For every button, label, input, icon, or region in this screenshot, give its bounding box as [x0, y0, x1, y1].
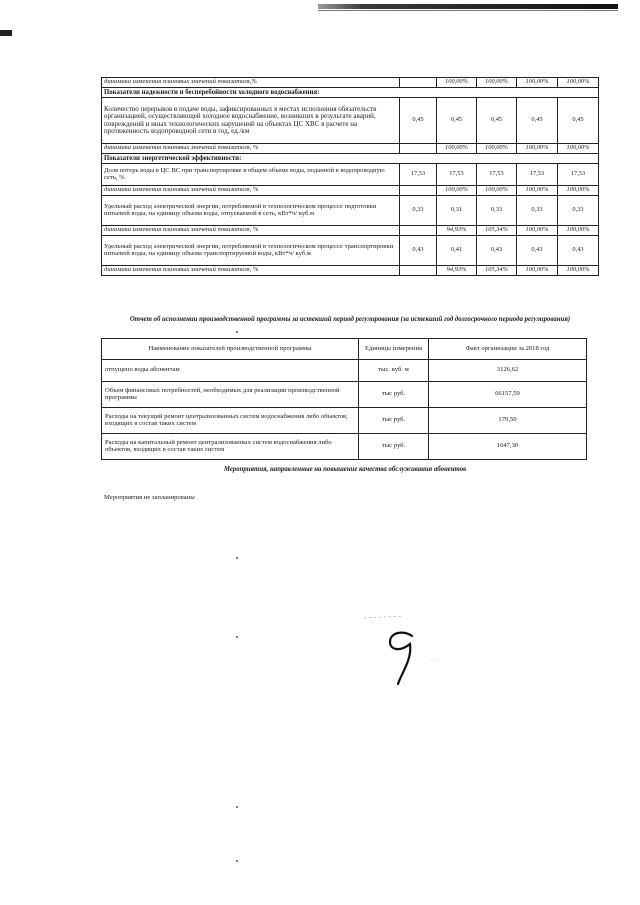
- indicator-value: 100,00%: [517, 186, 558, 196]
- indicator-value: 0,43: [558, 236, 599, 266]
- indicators-table: [101, 77, 599, 276]
- report-row-value: 179,50: [429, 408, 587, 434]
- indicator-value: 0,33: [400, 196, 437, 226]
- scan-artifact-top-bar: [318, 4, 618, 9]
- indicator-value: 0,45: [558, 98, 599, 144]
- indicator-value: 100,00%: [558, 226, 599, 236]
- report-row-name: отпущено воды абонентам: [102, 360, 359, 382]
- indicator-value: 100,00%: [477, 78, 517, 88]
- table-row: [102, 382, 587, 408]
- indicator-value: 0,45: [437, 98, 477, 144]
- table-row: [102, 434, 587, 460]
- indicator-value: 94,93%: [437, 266, 477, 276]
- indicator-label: динамика изменения плановых значений показателя, %: [102, 186, 400, 196]
- dynamic-row: [102, 144, 599, 154]
- indicator-value: 0,31: [437, 196, 477, 226]
- header-fact: Факт организации за 2018 год: [429, 339, 587, 360]
- indicator-value: 100,00%: [517, 226, 558, 236]
- indicator-value: 0,45: [400, 98, 437, 144]
- dynamic-row: [102, 226, 599, 236]
- scan-speck: [236, 636, 238, 638]
- scan-speck: [236, 557, 238, 559]
- indicator-label: динамика изменения плановых значений показателя, %: [102, 266, 400, 276]
- indicator-label: Доля потерь воды в ЦС ВС при транспортировке в общем объеме воды, поданной в водопроводную сеть, %: [102, 164, 400, 186]
- indicator-value: 100,00%: [558, 186, 599, 196]
- indicator-value: 0,33: [517, 196, 558, 226]
- dynamic-row: [102, 78, 599, 88]
- dynamic-row: [102, 266, 599, 276]
- indicator-value: [400, 266, 437, 276]
- indicator-value: 0,33: [558, 196, 599, 226]
- indicator-value: [400, 78, 437, 88]
- scan-speck: [236, 331, 238, 333]
- indicator-value: 17,53: [400, 164, 437, 186]
- section-row: [102, 154, 599, 164]
- report-row-name: Расходы на капитальный ремонт централизованных систем водоснабжения либо объектов, входящих в состав таких систем: [102, 434, 359, 460]
- indicator-value: 100,00%: [517, 266, 558, 276]
- indicator-value: 100,00%: [437, 78, 477, 88]
- indicator-value: 0,43: [477, 236, 517, 266]
- dynamic-row: [102, 186, 599, 196]
- indicator-value: 100,00%: [437, 144, 477, 154]
- table-row: [102, 196, 599, 226]
- indicator-value: 0,43: [400, 236, 437, 266]
- indicator-value: 100,00%: [477, 144, 517, 154]
- indicator-value: 105,34%: [477, 266, 517, 276]
- indicator-value: 0,33: [477, 196, 517, 226]
- production-program-report-table: [101, 338, 587, 460]
- report-row-unit: тыс руб.: [359, 382, 429, 408]
- measures-note: Мероприятия не запланированы: [104, 494, 195, 501]
- indicator-label: динамика изменения плановых значений показателя,%: [102, 78, 400, 88]
- table-row: [102, 236, 599, 266]
- indicator-value: 100,00%: [437, 186, 477, 196]
- indicator-value: 94,93%: [437, 226, 477, 236]
- scan-artifact-left-mark: [0, 30, 12, 36]
- indicator-value: 17,53: [477, 164, 517, 186]
- indicator-value: 17,53: [558, 164, 599, 186]
- table-row: [102, 164, 599, 186]
- indicator-value: 100,00%: [517, 78, 558, 88]
- report-title: Отчет об исполнении производственной программы за истекший период регулирования (за истекший год долгосрочного периода регулирования): [129, 316, 571, 323]
- scan-speck: [236, 806, 238, 808]
- indicator-value: 100,00%: [558, 144, 599, 154]
- measures-title: Мероприятия, направленные на повышение качества обслуживания абонентов: [223, 466, 467, 473]
- header-unit: Единицы измерения: [359, 339, 429, 360]
- report-row-name: Объем финансовых потребностей, необходимых для реализации производственной программы: [102, 382, 359, 408]
- indicator-value: 100,00%: [517, 144, 558, 154]
- section-label: Показатели энергетической эффективности:: [102, 154, 599, 164]
- indicator-value: 100,00%: [477, 186, 517, 196]
- report-row-unit: тыс. куб. м: [359, 360, 429, 382]
- report-row-unit: тыс руб.: [359, 434, 429, 460]
- report-row-unit: тыс руб.: [359, 408, 429, 434]
- indicator-label: динамика изменения плановых значений показателя, %: [102, 226, 400, 236]
- handwritten-nine-icon: [360, 610, 440, 690]
- indicator-value: 17,53: [517, 164, 558, 186]
- table-row: [102, 408, 587, 434]
- indicator-value: 100,00%: [558, 78, 599, 88]
- header-indicator-name: Наименование показателей производственной программы: [102, 339, 359, 360]
- scan-artifact-thin-line: [318, 10, 618, 11]
- indicator-value: 17,53: [437, 164, 477, 186]
- indicator-label: Удельный расход электрической энергии, потребляемой в технологическом процессе подготовки питьевой воды, на единицу объема воды, отпускаемой в сеть, кВт*ч/ куб.м: [102, 196, 400, 226]
- table-row: [102, 360, 587, 382]
- section-label: Показатели надежности и бесперебойности холодного водоснабжения:: [102, 88, 599, 98]
- indicator-value: 0,45: [517, 98, 558, 144]
- section-row: [102, 88, 599, 98]
- indicator-label: динамика изменения плановых значений показателя, %: [102, 144, 400, 154]
- indicator-value: 100,00%: [558, 266, 599, 276]
- table-row: [102, 98, 599, 144]
- indicator-value: 0,45: [477, 98, 517, 144]
- indicator-label: Количество перерывов в подаче воды, зафиксированных в местах исполнения обязательств организацией, осуществляющей холодное водоснабжение, возникших в результате аварий, повреждений и иных технологических нарушений на объектах ЦС ХВС в расчете на протяженность водопроводной сети в год, ед./км: [102, 98, 400, 144]
- report-row-value: 1647,30: [429, 434, 587, 460]
- indicator-value: 0,41: [437, 236, 477, 266]
- handwritten-page-number: [360, 610, 440, 690]
- indicator-value: 0,43: [517, 236, 558, 266]
- report-row-value: 3126,62: [429, 360, 587, 382]
- report-row-name: Расходы на текущий ремонт централизованных систем водоснабжения либо объектов, входящих в состав таких систем: [102, 408, 359, 434]
- indicator-value: [400, 186, 437, 196]
- indicator-value: 105,34%: [477, 226, 517, 236]
- indicator-value: [400, 144, 437, 154]
- report-row-value: 66157,59: [429, 382, 587, 408]
- indicator-value: [400, 226, 437, 236]
- report-header-row: [102, 339, 587, 360]
- scan-speck: [236, 860, 238, 862]
- indicator-label: Удельный расход электрической энергии, потребляемой в технологическом процессе транспортировки питьевой воды, на единицу объема транспортируемой воды, кВт*ч/ куб.м: [102, 236, 400, 266]
